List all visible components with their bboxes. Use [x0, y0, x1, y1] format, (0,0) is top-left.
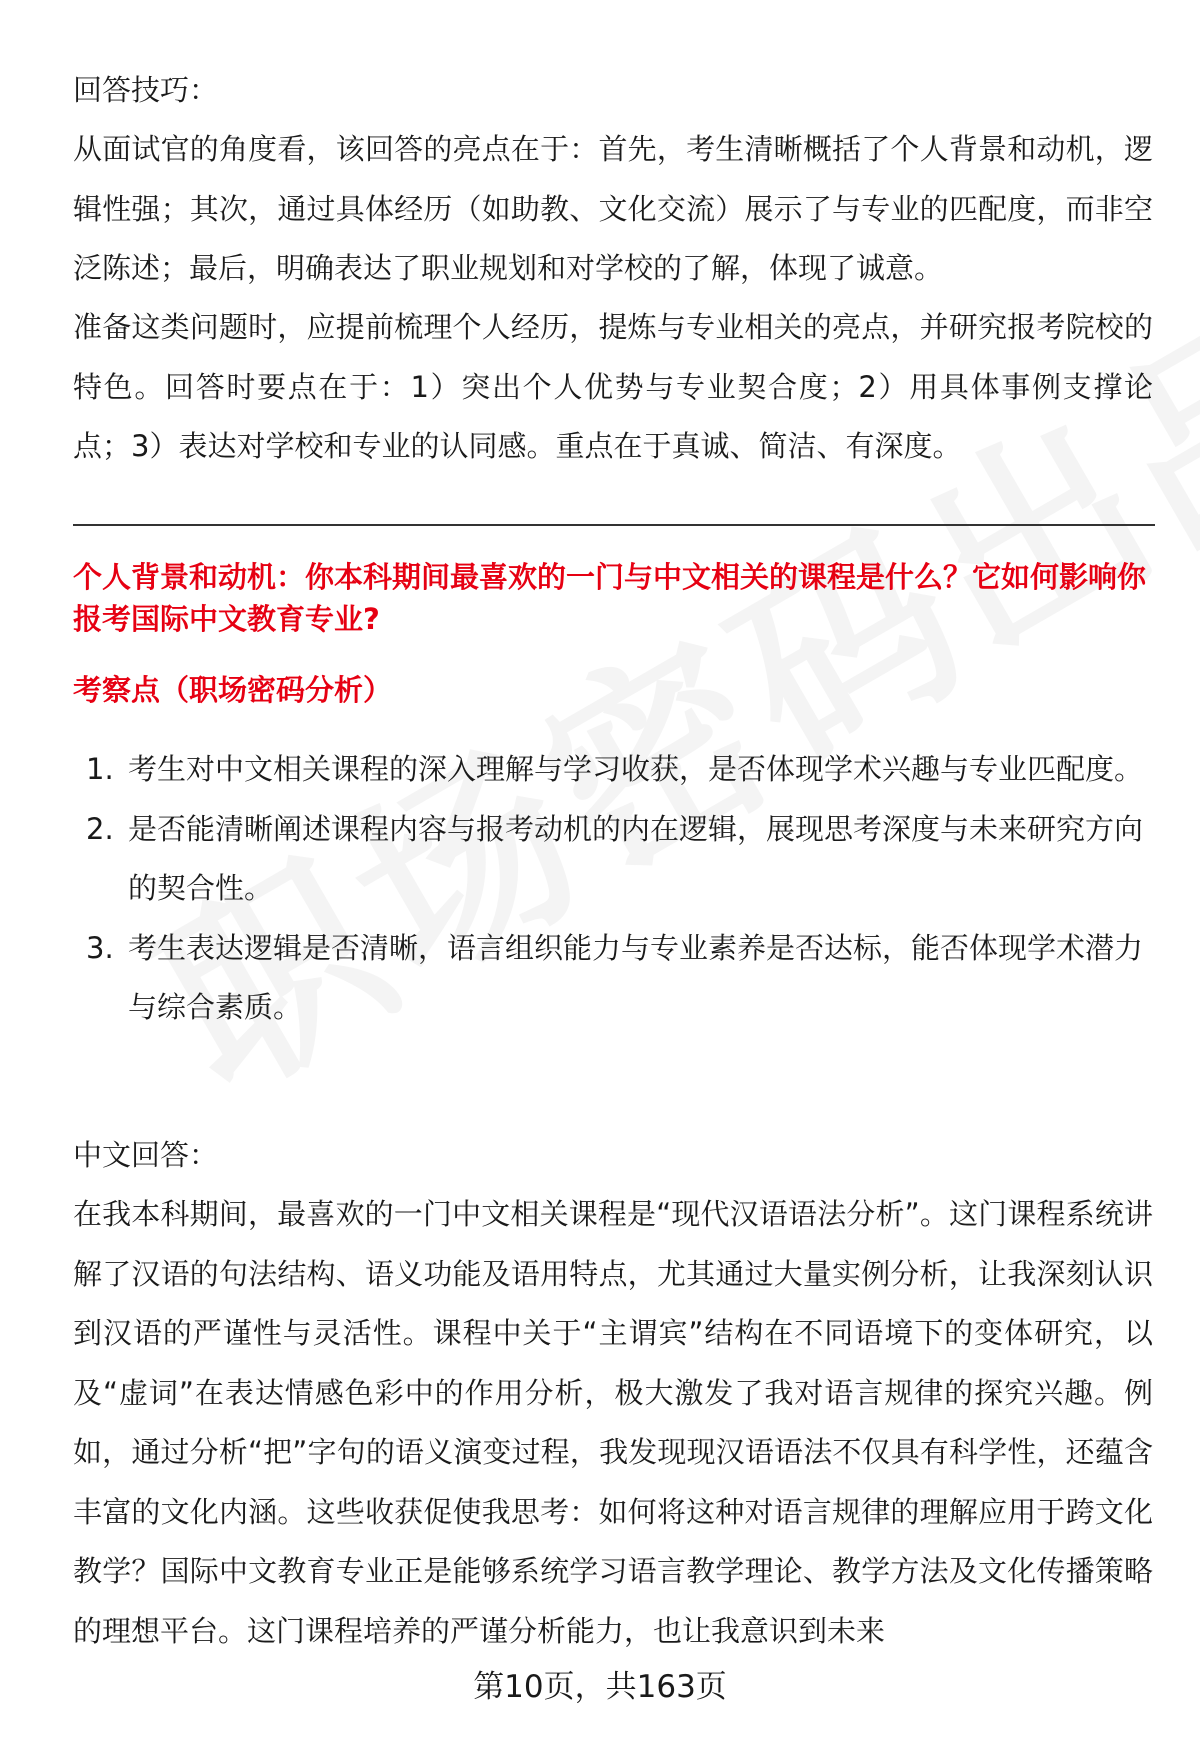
page-footer: 第10页，共163页: [473, 1669, 727, 1705]
list-text: 考生表达逻辑是否清晰，语言组织能力与专业素养是否达标，能否体现学术潜力与综合素质。: [128, 930, 1144, 1024]
assessment-list-container: [73, 740, 1153, 1038]
tips-label: 回答技巧：: [73, 73, 219, 107]
list-number: 1.: [86, 752, 114, 786]
tips-paragraph: 从面试官的角度看，该回答的亮点在于：首先，考生清晰概括了个人背景和动机，逻辑性强；其次，通过具体经历（如助教、文化交流）展示了与专业的匹配度，而非空泛陈述；最后，明确表达了职业规划和对学校的了解，体现了诚意。: [73, 132, 1153, 285]
assessment-list: [73, 740, 1153, 1038]
assessment-title: 考察点（职场密码分析）: [73, 673, 393, 707]
answer-label: 中文回答：: [73, 1138, 219, 1172]
list-number: 2.: [86, 811, 114, 846]
tips-paragraph-1-container: [73, 120, 1153, 299]
list-item: [73, 800, 1153, 919]
section-divider: [73, 524, 1155, 526]
tips-section: [73, 70, 1153, 110]
tips-paragraph-2-container: [73, 298, 1153, 477]
list-number: 3.: [86, 930, 114, 965]
list-text: 考生对中文相关课程的深入理解与学习收获，是否体现学术兴趣与专业匹配度。: [128, 752, 1144, 786]
answer-body-container: [73, 1185, 1153, 1661]
answer-body: 在我本科期间，最喜欢的一门中文相关课程是“现代汉语语法分析”。这门课程系统讲解了汉语的句法结构、语义功能及语用特点，尤其通过大量实例分析，让我深刻认识到汉语的严谨性与灵活性。课程中关于“主谓宾”结构在不同语境下的变体研究，以及“虚词”在表达情感色彩中的作用分析，极大激发了我对语言规律的探究兴趣。例如，通过分析“把”字句的语义演变过程，我发现现汉语语法不仅具有科学性，还蕴含丰富的文化内涵。这些收获促使我思考：如何将这种对语言规律的理解应用于跨文化教学？国际中文教育专业正是能够系统学习语言教学理论、教学方法及文化传播策略的理想平台。这门课程培养的严谨分析能力，也让我意识到未来: [73, 1197, 1153, 1648]
tips-paragraph: 准备这类问题时，应提前梳理个人经历，提炼与专业相关的亮点，并研究报考院校的特色。回答时要点在于：1）突出个人优势与专业契合度；2）用具体事例支撑论点；3）表达对学校和专业的认同感。重点在于真诚、简洁、有深度。: [73, 310, 1153, 463]
question-section: [73, 556, 1153, 640]
list-item: [73, 919, 1153, 1038]
list-text: 是否能清晰阐述课程内容与报考动机的内在逻辑，展现思考深度与未来研究方向的契合性。: [128, 811, 1144, 905]
question-title: 个人背景和动机：你本科期间最喜欢的一门与中文相关的课程是什么？它如何影响你报考国际中文教育专业?: [73, 560, 1147, 636]
assessment-section: [73, 670, 1153, 710]
list-item: [73, 740, 1153, 800]
answer-section: [73, 1135, 1153, 1175]
